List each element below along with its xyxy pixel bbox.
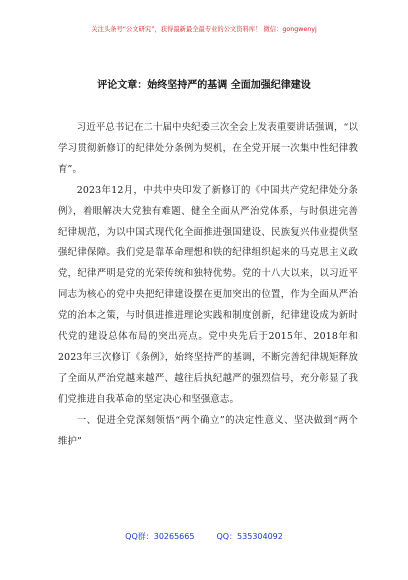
- qq-number: QQ：535304092: [216, 532, 283, 541]
- contact-footer: [0, 531, 408, 542]
- promo-header: 关注头条号“公文研究”，获得最新最全最专业的公文资料库！ 微信：gongwenyj: [91, 26, 317, 33]
- document-title: 评论文章：始终坚持严的基调 全面加强纪律建设: [97, 80, 311, 91]
- paragraph-intro: 习近平总书记在二十届中央纪委三次全会上发表重要讲话强调，“以学习贯彻新修订的纪律处分条例为契机，在全党开展一次集中性纪律教育”。: [58, 122, 358, 175]
- document-body: [58, 118, 358, 453]
- qq-group-number: QQ群：30265665: [125, 532, 195, 541]
- section-heading-1: 一、促进全党深刻领悟“两个确立”的决定性意义、坚决做到“两个维护”: [58, 414, 358, 447]
- paragraph-main: 2023年12月，中共中央印发了新修订的《中国共产党纪律处分条例》，着眼解决大党独有难题、健全全面从严治党体系，与时俱进完善纪律规范，为以中国式现代化全面推进强国建设、民族复兴伟业提供坚强纪律保障。我们党是靠革命理想和铁的纪律组织起来的马克思主义政党，纪律严明是党的光荣传统和独特优势。党的十八大以来，以习近平同志为核心的党中央把纪律建设摆在更加突出的位置，作为全面从严治党的治本之策，与时俱进推进理论实践和制度创新，纪律建设成为新时代党的建设总体布局的突出亮点。党中央先后于2015年、2018年和2023年三次修订《条例》，始终坚持严的基调，不断完善纪律规矩释放了全面从严治党越来越严、越往后执纪越严的强烈信号，充分彰显了我们党推进自我革命的坚定决心和坚强意志。: [58, 184, 358, 405]
